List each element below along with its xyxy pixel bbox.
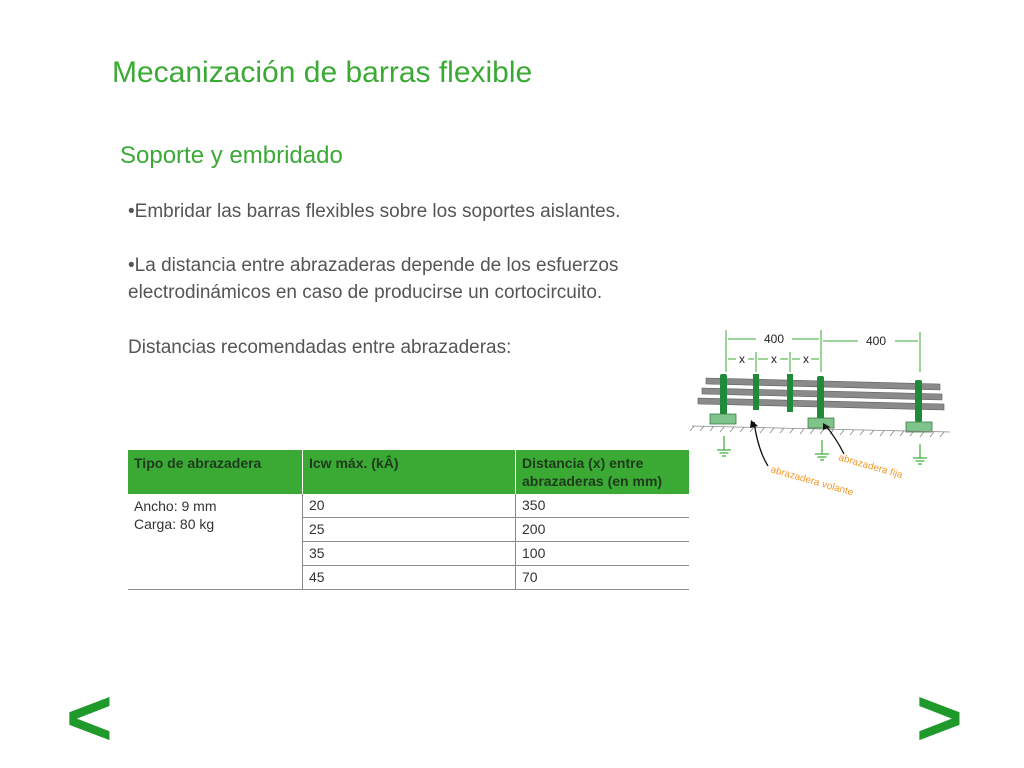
icw-cell: 25 xyxy=(303,518,516,542)
table-intro: Distancias recomendadas entre abrazaderas: xyxy=(128,337,512,358)
distancia-cell: 100 xyxy=(516,542,690,566)
label-abrazadera-volante: abrazadera volante xyxy=(769,464,855,499)
bullet-embridar: •Embridar las barras flexibles sobre los soportes aislantes. xyxy=(128,201,621,222)
bullet-distancia: •La distancia entre abrazaderas depende de los esfuerzos electrodinámicos en caso de producirse un cortocircuito. xyxy=(128,255,619,303)
header-distancia: Distancia (x) entre abrazaderas (en mm) xyxy=(516,450,690,494)
dimension-lines xyxy=(726,330,920,372)
distance-table xyxy=(128,450,689,590)
earth-icons xyxy=(717,436,927,464)
slide-subtitle: Soporte y embridado xyxy=(120,142,343,169)
prev-slide-button[interactable]: < xyxy=(66,673,113,762)
dim-400-left: 400 xyxy=(763,332,785,346)
header-icw: Icw máx. (kÂ) xyxy=(303,450,516,494)
next-slide-button[interactable]: > xyxy=(916,673,963,762)
distancia-cell: 200 xyxy=(516,518,690,542)
distancia-cell: 70 xyxy=(516,566,690,590)
tipo-cell xyxy=(128,494,303,590)
tipo-carga: Carga: 80 kg xyxy=(134,516,215,532)
tipo-ancho: Ancho: 9 mm xyxy=(134,498,217,514)
icw-cell: 35 xyxy=(303,542,516,566)
arrowhead-volante xyxy=(750,420,758,428)
label-abrazadera-fija: abrazadera fija xyxy=(837,452,904,482)
dim-400-right: 400 xyxy=(865,334,887,348)
dim-x-2: x xyxy=(771,352,777,366)
dim-x-1: x xyxy=(739,352,745,366)
dim-x-3: x xyxy=(803,352,809,366)
busbar-clamp-diagram xyxy=(688,322,958,512)
table-header-row xyxy=(128,450,689,494)
slide-title: Mecanización de barras flexible xyxy=(112,56,533,89)
header-tipo: Tipo de abrazadera xyxy=(128,450,303,494)
icw-cell: 20 xyxy=(303,494,516,518)
icw-cell: 45 xyxy=(303,566,516,590)
distancia-cell: 350 xyxy=(516,494,690,518)
table-row xyxy=(128,494,689,518)
